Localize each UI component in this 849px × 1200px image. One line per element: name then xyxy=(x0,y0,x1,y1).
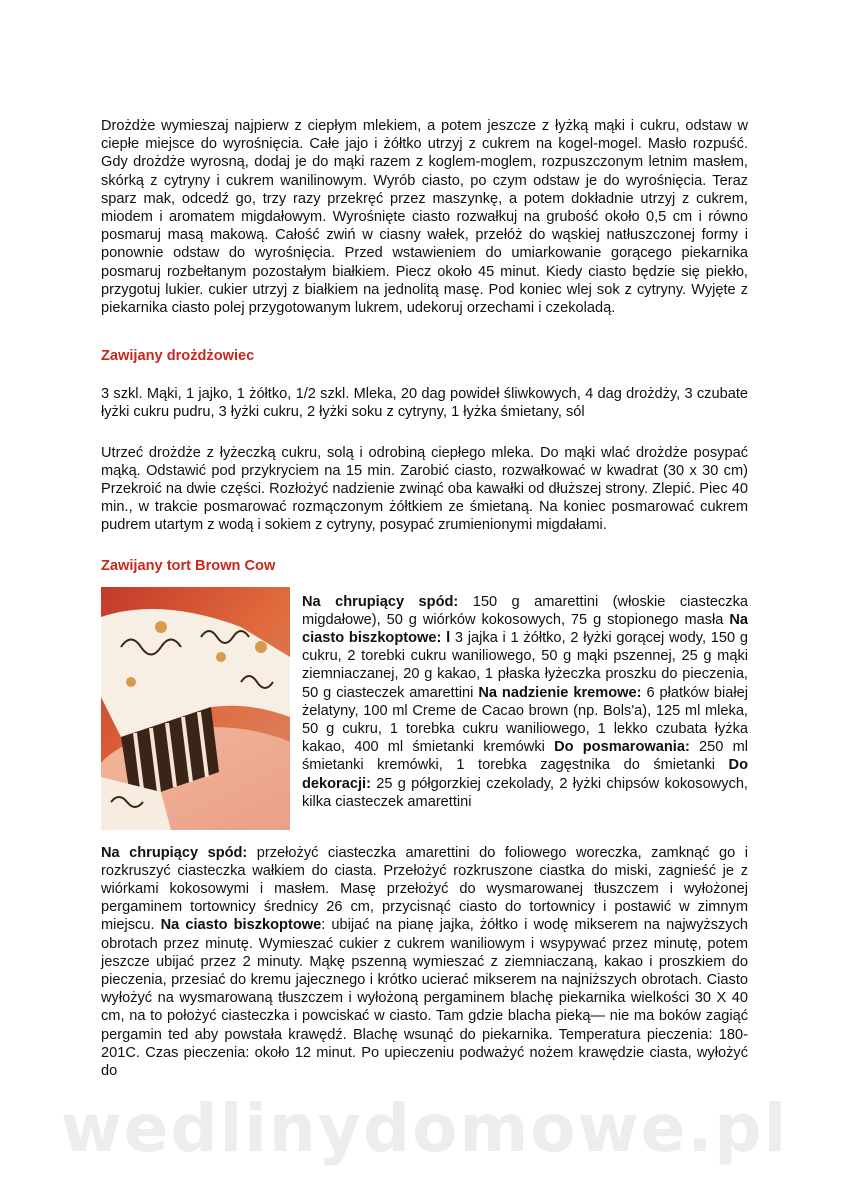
ing-spread-label: Do posmarowania: xyxy=(554,739,690,756)
recipe1-steps: Utrzeć drożdże z łyżeczką cukru, solą i odrobiną ciepłego mleka. Do mąki wlać drożdże posypać mąką. Odstawić pod przykryciem na 15 min. Zarobić ciasto, rozwałkować w kwadrat (30 x 30 cm) Przekroić na dwie części. Rozłożyć nadzienie zwinąć oba kawałki od dłuższej strony. Zlepić. Piec 40 min., w trakcie posmarować rozmączonym żółtkiem ze śmietaną. Na koniec posmarować cukrem pudrem utartym z wodą i sokiem z cytryny, posypać zrumienionymi migdałami. xyxy=(101,444,748,534)
recipe2-intro-block xyxy=(101,587,748,830)
recipe2-steps xyxy=(101,844,748,1081)
ing-cream-text: 6 płatków białej żelatyny, 100 ml Creme de Cacao brown (np. Bols'a), 125 ml mleka, 50 g cukru, 1 torebka cukru waniliowego, 1 lekko czubata łyżka kakao, 400 ml śmietanki kremówki xyxy=(302,684,748,756)
ing-cream-label: Na nadzienie kremowe: xyxy=(478,684,642,701)
recipe2-title: Zawijany tort Brown Cow xyxy=(101,557,276,574)
ing-base-text: 150 g amarettini (włoskie ciasteczka migdałowe), 50 g wiórków kokosowych, 75 g stopionego masła xyxy=(302,593,748,628)
document-page xyxy=(101,117,748,1080)
recipe1-title: Zawijany drożdżowiec xyxy=(101,348,255,365)
ing-base-label: Na chrupiący spód: xyxy=(302,593,459,610)
intro-paragraph: Drożdże wymieszaj najpierw z ciepłym mlekiem, a potem jeszcze z łyżką mąki i cukru, odstaw w ciepłe miejsce do wyrośnięcia. Całe jajo i żółtko utrzyj z cukrem na kogel-mogel. Masło rozpuść. Gdy drożdże wyrosną, dodaj je do mąki razem z koglem-moglem, rozpuszczonym letnim masłem, skórką z cytryny i cukrem wanilinowym. Wyrób ciasto, po czym odstaw je do wyrośnięcia. Teraz sparz mak, odcedź go, trzy razy przekręć przez maszynkę, a potem dokładnie utrzyj z cukrem, miodem i aromatem migdałowym. Wyrośnięte ciasto rozwałkuj na grubość około 0,5 cm i równo posmaruj masą makową. Całość zwiń w ciasny wałek, przełóż do wąskiej natłuszczonej formy i ponownie odstaw do wyrośnięcia. Przed wstawieniem do umiarkowanie gorącego piekarnika posmaruj rozbełtanym pozostałym białkiem. Piecz około 45 minut. Kiedy ciasto będzie się piekło, przygotuj lukier. cukier utrzyj z białkiem na jednolitą masę. Pod koniec wlej sok z cytryny. Wyjęte z piekarnika ciasto polej przygotowanym lukrem, udekoruj orzechami i czekoladą. xyxy=(101,118,748,317)
steps-base-text: przełożyć ciasteczka amarettini do foliowego woreczka, zamknąć go i rozkruszyć ciasteczka wałkiem do ciasta. Przełożyć rozkruszone ciastka do miski, zagnieść je z wiórkami kokosowymi i masłem. Masę przełożyć do wysmarowanej tłuszczem i wyłożonej pergaminem tortownicy średnicy 26 cm, przycisnąć ciasto do tortownicy i postawić w zimnym miejscu. xyxy=(101,844,748,934)
steps-sponge-label: Na ciasto biszkoptowe xyxy=(160,917,322,934)
ing-decor-label: Do dekoracji: xyxy=(302,757,748,792)
ing-sponge-label: Na ciasto biszkoptowe: l xyxy=(302,611,748,647)
ing-spread-text: 250 ml śmietanki kremówki, 1 torebka zagęstnika do śmietanki xyxy=(302,739,748,774)
recipe2-ingredients xyxy=(302,593,748,811)
steps-sponge-text: : ubijać na pianę jajka, żółtko i wodę mikserem na najwyższych obrotach przez minutę. Wymieszać cukier z cukrem waniliowym i wsypywać przez minutę, potem jeszcze ubijać przez 2 minuty. Mąkę pszenną wymieszać z ziemniaczaną, kakao i proszkiem do pieczenia, przesiać do kremu jajecznego i krótko ucierać mikserem na najniższych obrotach. Ciasto wyłożyć na wysmarowaną tłuszczem i wyłożoną pergaminem blachę piekarnika wielkości 30 X 40 cm, na to położyć ciasteczka i powciskać w ciasto. Tam gdzie blacha pieką— nie ma boków zagiąć pergamin ted aby powstała krawędź. Blachę wsunąć do piekarnika. Temperatura pieczenia: 180-201C. Czas pieczenia: około 12 minut. Po upieczeniu podważyć nożem krawędzie ciasta, wyłożyć do xyxy=(101,917,748,1080)
recipe1-ingredients: 3 szkl. Mąki, 1 jajko, 1 żółtko, 1/2 szkl. Mleka, 20 dag powideł śliwkowych, 4 dag drożdży, 3 czubate łyżki cukru pudru, 3 łyżki cukru, 2 łyżki soku z cytryny, 1 łyżka śmietany, sól xyxy=(101,386,748,421)
watermark: wedlinydomowe.pl xyxy=(60,1090,789,1167)
steps-base-label: Na chrupiący spód: xyxy=(101,844,248,861)
ing-sponge-text: 3 jajka i 1 żółtko, 2 łyżki gorącej wody, 150 g cukru, 2 torebki cukru waniliowego, 50 g mąki pszennej, 25 g mąki ziemniaczanej, 20 g kakao, 1 płaska łyżeczka proszku do pieczenia, 50 g ciasteczek amarettini xyxy=(302,630,748,701)
ing-decor-text: 25 g półgorzkiej czekolady, 2 łyżki chipsów kokosowych, kilka ciasteczek amarettini xyxy=(302,775,748,810)
cake-photo-icon xyxy=(101,587,290,830)
